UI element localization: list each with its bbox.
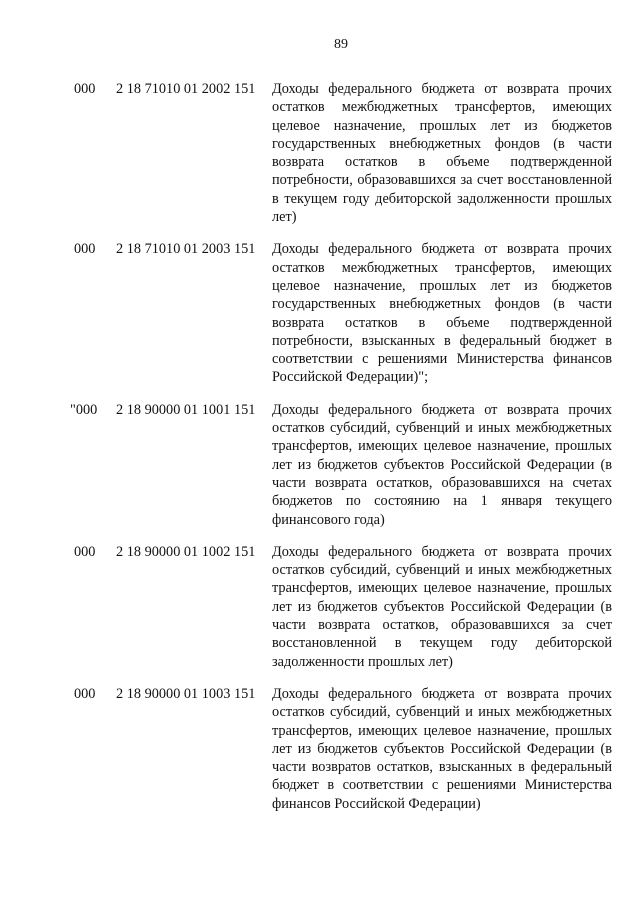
budget-classification-code: 2 18 71010 01 2003 151 [116,241,256,258]
budget-code-entry [0,685,640,813]
admin-code: "000 [70,401,98,418]
admin-code: 000 [74,543,96,560]
budget-code-entry [0,401,640,529]
admin-code: 000 [74,81,96,97]
income-description: Доходы федерального бюджета от возврата прочих остатков субсидий, субвенций и иных межбюджетных трансфертов, имеющих целевое назначение, прошлых лет из бюджетов субъектов Российской Федерации (в части возврата остатков, образовавшихся за счет восстановленной в текущем году дебиторской задолженности прошлых лет) [272,543,612,670]
income-description: Доходы федерального бюджета от возврата прочих остатков межбюджетных трансфертов, имеющих целевое назначение, прошлых лет из бюджетов государственных внебюджетных фондов (в части возврата остатков в объеме подтвержденной потребности, взысканных в федеральный бюджет в соответствии с решениями Министерства финансов Российской Федерации)"; [272,241,612,386]
admin-code: 000 [74,685,96,702]
page-number: 89 [334,37,348,52]
budget-classification-code: 2 18 90000 01 1003 151 [116,685,256,702]
budget-code-entry [0,543,640,671]
income-description: Доходы федерального бюджета от возврата прочих остатков субсидий, субвенций и иных межбюджетных трансфертов, имеющих целевое назначение, прошлых лет из бюджетов субъектов Российской Федерации (в части возврата остатков, образовавшихся на счетах бюджетов по состоянию на 1 января текущего финансового года) [272,401,612,528]
budget-code-list [0,80,640,827]
income-description: Доходы федерального бюджета от возврата прочих остатков субсидий, субвенций и иных межбюджетных трансфертов, имеющих целевое назначение, прошлых лет из бюджетов субъектов Российской Федерации (в части возвратов остатков, взысканных в федеральный бюджет в соответствии с решениями Министерства финансов Российской Федерации) [272,685,612,812]
budget-classification-code: 2 18 90000 01 1002 151 [116,543,256,560]
income-description: Доходы федерального бюджета от возврата прочих остатков межбюджетных трансфертов, имеющих целевое назначение, прошлых лет из бюджетов государственных внебюджетных фондов (в части возврата остатков в объеме подтвержденной потребности, образовавшихся за счет восстановленной в текущем году дебиторской задолженности прошлых лет) [272,81,612,226]
budget-classification-code: 2 18 71010 01 2002 151 [116,81,256,97]
budget-classification-code: 2 18 90000 01 1001 151 [116,401,256,418]
admin-code: 000 [74,241,96,258]
budget-code-entry [0,240,640,386]
budget-code-entry [0,80,640,226]
